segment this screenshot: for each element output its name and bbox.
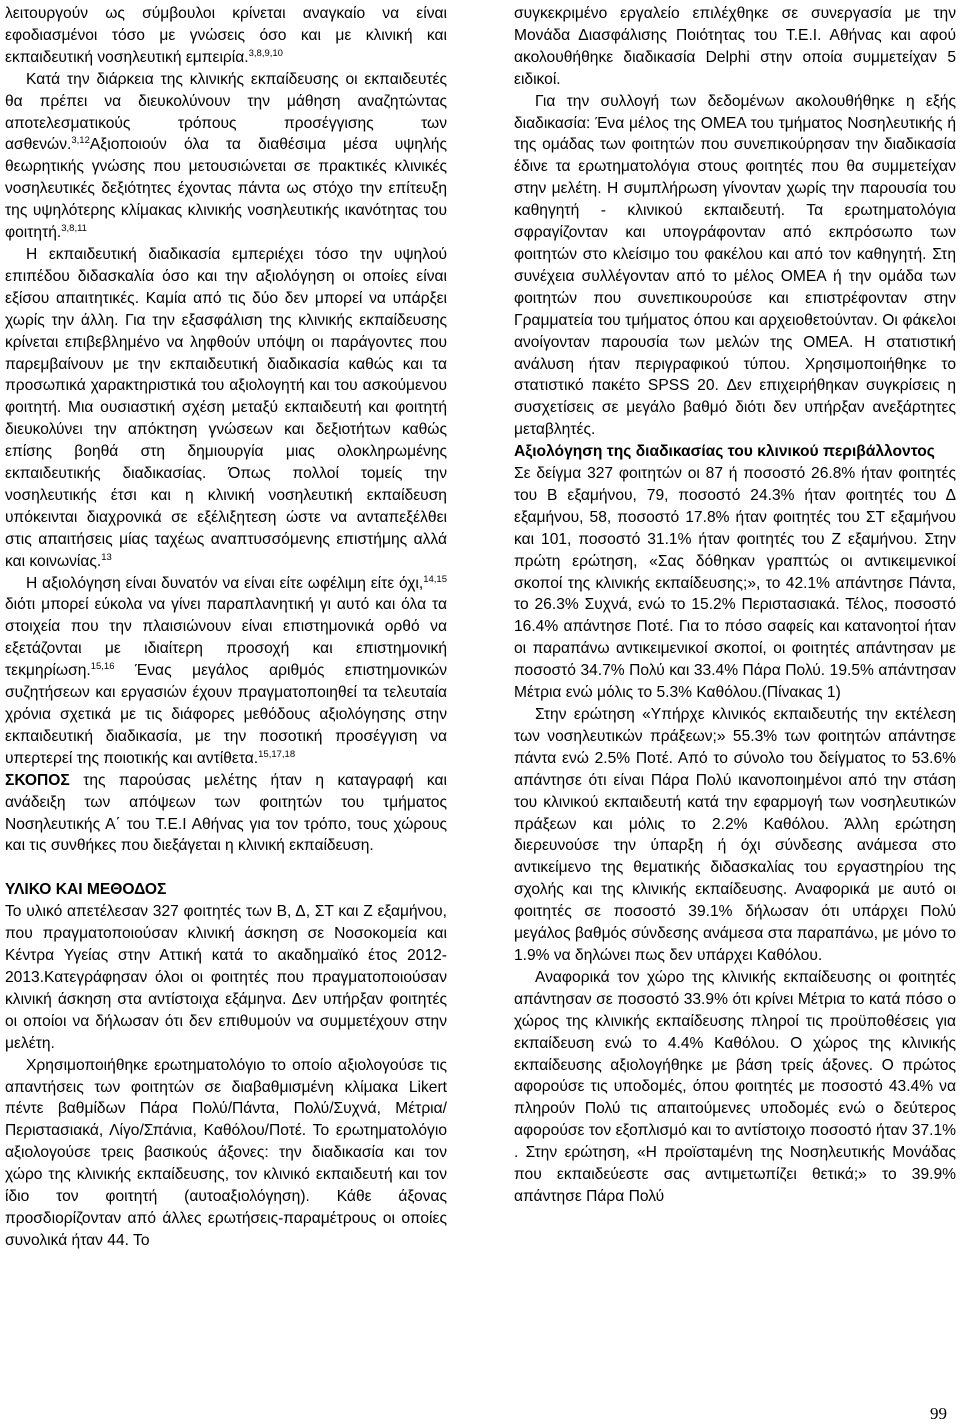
paragraph: Για την συλλογή των δεδομένων ακολουθήθηκε η εξής διαδικασία: Ένα μέλος της ΟΜΕΑ του τμήματος Νοσηλευτικής ή της ομάδας των φοιτητών που συνεπικούρησαν την διαδικασία έδινε τα ερωτηματολόγια στους φοιτητές που θα συμμετείχαν στην μελέτη. Η συμπλήρωση γίνονταν χωρίς την παρουσία του καθηγητή - κλινικού εκπαιδευτή. Τα ερωτηματολόγια σφραγίζονταν και υπογράφονταν από εκπρόσωπο των φοιτητών στο κλείσιμο του φακέλου και από τον καθηγητή. Στη συνέχεια συλλέγονταν από το μέλος ΟΜΕΑ ή την ομάδα των φοιτητών που συνεπικουρούσε και επιστρέφονταν στην Γραμματεία του τμήματος όπου και αρχειοθετούνταν. Οι φάκελοι ανοίγονταν παρουσία των μελών της ΟΜΕΑ. Η στατιστική ανάλυση ήταν περιγραφικού τύπου. Χρησιμοποιήθηκε το στατιστικό πακέτο SPSS 20. Δεν επιχειρήθηκαν συγκρίσεις η συσχετίσεις σε μεγάλο βαθμό διότι δεν υπήρξαν ανεξάρτητες μεταβλητές. bbox=[514, 92, 956, 439]
paragraph-text: Η αξιολόγηση είναι δυνατόν να είναι είτε ωφέλιμη είτε όχι, bbox=[26, 574, 424, 592]
paragraph-text: Κατά την διάρκεια της κλινικής εκπαίδευσης οι εκπαιδευτές θα πρέπει να διευκολύνουν την μάθηση αναζητώντας αποτελεσματικούς τρόπους προσέγγισης των ασθενών. bbox=[5, 70, 447, 154]
paragraph bbox=[5, 69, 447, 244]
paragraph bbox=[5, 3, 447, 69]
aim-paragraph bbox=[5, 770, 447, 858]
paragraph-text: Αξιοποιούν όλα τα διαθέσιμα μέσα υψηλής θεωρητικής γνώσης που μετουσιώνεται σε πρακτικές κλινικές νοσηλευτικές δεξιότητες έχοντας πάντα ως στόχο την επίτευξη της υψηλότερης κλίμακας κλινικής νοσηλευτικής ικανότητας του φοιτητή. bbox=[5, 136, 447, 242]
page-number: 99 bbox=[930, 1404, 947, 1423]
aim-heading: ΣΚΟΠΟΣ bbox=[5, 771, 70, 789]
citation: 3,8,9,10 bbox=[248, 47, 283, 59]
citation: 13 bbox=[101, 551, 112, 563]
paragraph: Αναφορικά τον χώρο της κλινικής εκπαίδευσης οι φοιτητές απάντησαν σε ποσοστό 33.9% ότι κρίνει Μέτρια το κατά πόσο ο χώρος της κλινικής εκπαίδευσης πληροί τις προϋποθέσεις για εκπαίδευση ενώ το 4.4% Καθόλου. Ο χώρος της κλινικής εκπαίδευσης αξιολογήθηκε με βάση τρείς άξονες. Ο πρώτος αφορούσε τις υποδομές, όπου φοιτητές με ποσοστό 43.4% να πληρούν Πολύ τις απαιτούμενες υποδομές ενώ ο δεύτερος αφορούσε τον εξοπλισμό και το αντίστοιχο ποσοστό ήταν 37.1% . Στην ερώτηση, «Η προϊσταμένη της Νοσηλευτικής Μονάδας που εκπαιδεύεστε σας αντιμετωπίζει θετικά;» το 39.9% απάντησε Πάρα Πολύ bbox=[514, 968, 956, 1205]
citation: 3,8,11 bbox=[61, 223, 87, 235]
paragraph: Στην ερώτηση «Υπήρχε κλινικός εκπαιδευτής την εκτέλεση των νοσηλευτικών πράξεων;» 55.3% των φοιτητών απάντησε πάντα ενώ 2.5% Ποτέ. Από το σύνολο του δείγματος το 53.6% απάντησε ότι είναι Πάρα Πολύ ικανοποιημένοι από την στάση του κλινικού εκπαιδευτή κατά την εφαρμογή των νοσηλευτικών πράξεων και μόλις το 2.2% Καθόλου. Άλλη ερώτηση διερευνούσε την ύπαρξη ή όχι σύνδεσης ανάμεσα στο αντικείμενο της θεματικής διδασκαλίας του εργαστηρίου της σχολής και της κλινικής εκπαίδευσης. Αναφορικά με αυτό οι φοιτητές σε ποσοστό 39.1% δήλωσαν ότι υπάρχει Πολύ μεγάλος βαθμός σύνδεσης ανάμεσα στα παραπάνω, με μόνο το 1.9% να δηλώνει πως δεν υπάρχει Καθόλου. bbox=[514, 706, 956, 964]
citation: 14,15 bbox=[423, 573, 447, 585]
paragraph bbox=[5, 244, 447, 573]
section-heading: Αξιολόγηση της διαδικασίας του κλινικού περιβάλλοντος bbox=[514, 443, 935, 461]
paragraph: Σε δείγμα 327 φοιτητών οι 87 ή ποσοστό 26.8% ήταν φοιτητές του Β εξαμήνου, 79, ποσοστό 24.3% ήταν φοιτητές του Δ εξαμήνου, 58, ποσοστό 17.8% ήταν φοιτητές του ΣΤ εξαμήνου και 101, ποσοστό 31.1% ήταν φοιτητές του Ζ εξαμήνου. Στην πρώτη ερώτηση, «Σας δόθηκαν γραπτώς οι αντικειμενικοί σκοποί της κλινικής εκπαίδευσης;», το 42.1% απάντησε Πάντα, το 26.3% Συχνά, ενώ το 15.2% Περιστασιακά. Τέλος, ποσοστό 16.4% απάντησε Ποτέ. Για το πόσο σαφείς και κατανοητοί ήταν οι παραπάνω αντικειμενικοί σκοποί, οι φοιτητές απάντησαν με ποσοστό 34.7% Πολύ και 33.4% Πάρα Πολύ. 19.5% απάντησαν Μέτρια ενώ μόλις το 5.3% Καθόλου.(Πίνακας 1) bbox=[514, 465, 956, 702]
paragraph-text: λειτουργούν ως σύμβουλοι κρίνεται αναγκαίο να είναι εφοδιασμένοι τόσο με γνώσεις όσο και με κλινική και εκπαιδευτική νοσηλευτική εμπειρία. bbox=[5, 5, 447, 66]
citation: 3,12 bbox=[71, 135, 90, 147]
right-column bbox=[514, 3, 956, 1208]
paragraph bbox=[5, 573, 447, 770]
paragraph-text: διότι μπορεί εύκολα να γίνει παραπλανητική γι αυτό και όλα τα στοιχεία που την πλαισιώνουν είναι επιστημονικά ορθό να εξετάζονται με ιδιαίτερη προσοχή και επιστημονική τεκμηρίωση. bbox=[5, 596, 447, 680]
paragraph-text: Ένας μεγάλος αριθμός επιστημονικών συζητήσεων και εργασιών έχουν πραγματοποιηθεί τα τελευταία χρόνια σχετικά με τις διάφορες μεθόδους αξιολόγησης στην εκπαιδευτική διαδικασία, με την ποσοτική προσέγγιση να υπερτερεί της ποιοτικής και αντίθετα. bbox=[5, 662, 447, 767]
paragraph: Το υλικό απετέλεσαν 327 φοιτητές των Β, Δ, ΣΤ και Ζ εξαμήνου, που πραγματοποιούσαν κλινική άσκηση σε Νοσοκομεία και Κέντρα Υγείας στην Αττική κατά το ακαδημαϊκό έτος 2012-2013.Κατεγράφησαν όλοι οι φοιτητές που πραγματοποιούσαν κλινική άσκηση στα αντίστοιχα εξάμηνα. Δεν υπήρξαν φοιτητές οι οποίοι να δήλωσαν ότι δεν επιθυμούν να συμμετέχουν στην μελέτη. bbox=[5, 903, 447, 1052]
citation: 15,17,18 bbox=[258, 748, 296, 760]
paragraph: συγκεκριμένο εργαλείο επιλέχθηκε σε συνεργασία με την Μονάδα Διασφάλισης Ποιότητας του Τ.Ε.Ι. Αθήνας και αφού ακολουθήθηκε διαδικασία Delphi στην οποία συμμετείχαν 5 ειδικοί. bbox=[514, 5, 956, 88]
spacer bbox=[5, 857, 447, 879]
citation: 15,16 bbox=[90, 661, 115, 673]
left-column bbox=[5, 3, 447, 1252]
paragraph-text: Η εκπαιδευτική διαδικασία εμπεριέχει τόσο την υψηλού επιπέδου διδασκαλία όσο και την αξιολόγηση οι οποίες είναι εξίσου απαιτητικές. Καμία από τις δύο δεν μπορεί να υπάρξει χωρίς την άλλη. Για την εξασφάλιση της κλινικής εκπαίδευσης κρίνεται επιβεβλημένο να ληφθούν υπόψη οι παράγοντες που παρεμβαίνουν με την εκπαιδευτική διαδικασία καθώς και τα προσωπικά χαρακτηριστικά του αξιολογητή και του ασκούμενου φοιτητή. Μια ουσιαστική σχέση μεταξύ εκπαιδευτή και φοιτητή διευκολύνει την απόκτηση γνώσεων και δεξιοτήτων καθώς επίσης βοηθά στη δημιουργία μιας ολοκληρωμένης εκπαιδευτικής διαδικασίας. Όπως πολλοί τομείς την νοσηλευτικής έτσι και η κλινική νοσηλευτική εκπαίδευση υπόκεινται διαχρονικά σε εξέλιξητεση ώστε να ανταπεξέλθει στις απαιτήσεις μίας ταχέως αναπτυσσόμενης επιστήμης αλλά και κοινωνίας. bbox=[5, 245, 447, 570]
methods-heading: ΥΛΙΚΟ ΚΑΙ ΜΕΘΟΔΟΣ bbox=[5, 881, 167, 899]
paragraph: Χρησιμοποιήθηκε ερωτηματολόγιο το οποίο αξιολογούσε τις απαντήσεις των φοιτητών σε διαβαθμισμένη κλίμακα Likert πέντε βαθμίδων Πάρα Πολύ/Πάντα, Πολύ/Συχνά, Μέτρια/Περιστασιακά, Λίγο/Σπάνια, Καθόλου/Ποτέ. Το ερωτηματολόγιο αξιολογούσε τρεις βασικούς άξονες: την διαδικασία και τον χώρο της κλινικής εκπαίδευσης, τον κλινικό εκπαιδευτή και τον ίδιο τον φοιτητή (αυτοαξιολόγηση). Κάθε άξονας προσδιορίζονταν από άλλες ερωτήσεις-παραμέτρους οι οποίες συνολικά ήταν 44. Το bbox=[5, 1056, 447, 1249]
paragraph-text: της παρούσας μελέτης ήταν η καταγραφή και ανάδειξη των απόψεων των φοιτητών του τμήματος Νοσηλευτικής Α΄ του Τ.Ε.Ι Αθήνας για τον τρόπο, τους χώρους και τις συνθήκες που διεξάγεται η κλινική εκπαίδευση. bbox=[5, 771, 447, 855]
